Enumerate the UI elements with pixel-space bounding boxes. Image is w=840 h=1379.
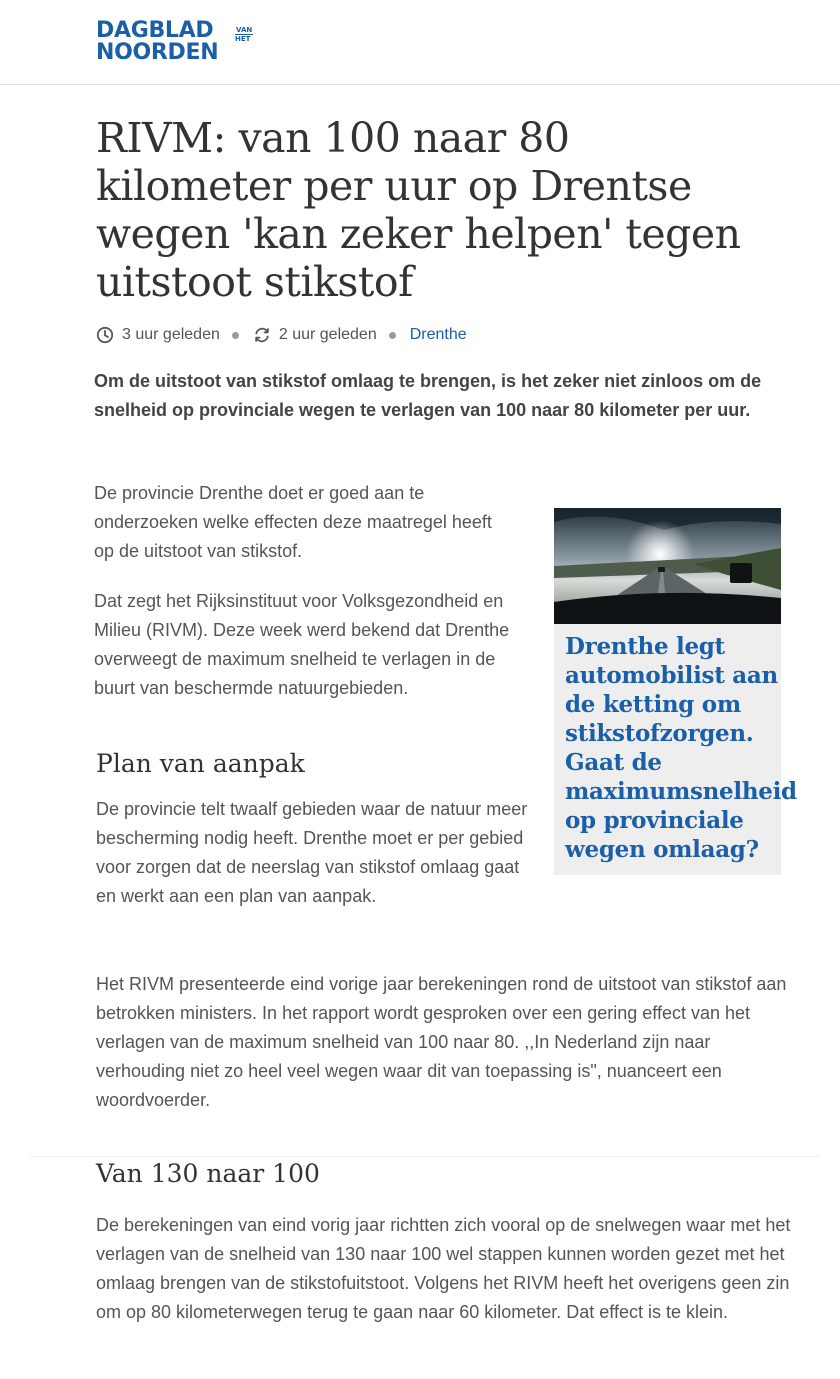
site-logo[interactable] xyxy=(96,20,266,66)
body-paragraph: De berekeningen van eind vorig jaar richtten zich vooral op de snelwegen waar met het verlagen van de snelheid van 130 naar 100 wel stappen kunnen worden gezet met het omlaag brengen van de stikstofuitstoot. Volgens het RIVM heeft het overigens geen zin om op 80 kilometerwegen terug te gaan naar 60 kilometer. Dat effect is te klein. xyxy=(96,1215,791,1322)
site-header xyxy=(0,0,840,85)
clock-icon xyxy=(96,326,114,344)
body-paragraph: Het RIVM presenteerde eind vorige jaar berekeningen rond de uitstoot van stikstof aan betrokken ministers. In het rapport wordt gesproken over een gering effect van het verlagen van de maximum snelheid van 100 naar 80. ,,In Nederland zijn naar verhouding niet zo heel veel wegen waar dit van toepassing is", nuanceert een woordvoerder. xyxy=(96,974,787,1110)
article-title: RIVM: van 100 naar 80 kilometer per uur op Drentse wegen 'kan zeker helpen' tegen uitstoot stikstof xyxy=(96,114,741,306)
body-paragraph: De provincie telt twaalf gebieden waar de natuur meer bescherming nodig heeft. Drenthe moet er per gebied voor zorgen dat de neerslag van stikstof omlaag gaat en werkt aan een plan van aanpak. xyxy=(96,799,528,906)
subheading: Plan van aanpak xyxy=(96,749,305,778)
logo-line-2: NOORDEN xyxy=(96,40,219,65)
related-article-image xyxy=(554,508,781,624)
refresh-icon xyxy=(253,326,271,344)
article-lead: Om de uitstoot van stikstof omlaag te brengen, is het zeker niet zinloos om de snelheid op provinciale wegen te verlagen van 100 naar 80 kilometer per uur. xyxy=(94,371,762,420)
related-article-card[interactable] xyxy=(554,508,797,875)
meta-separator xyxy=(232,332,239,339)
logo-line-1: DAGBLAD xyxy=(96,18,214,43)
published-time: 3 uur geleden xyxy=(122,326,220,343)
logo-small-bottom: HET xyxy=(235,35,251,43)
related-article-title: Drenthe legt automobilist aan de ketting om stikstofzorgen. Gaat de maximumsnelheid op provinciale wegen omlaag? xyxy=(565,633,797,863)
article-meta xyxy=(96,325,467,345)
body-paragraph: Dat zegt het Rijksinstituut voor Volksgezondheid en Milieu (RIVM). Deze week werd bekend dat Drenthe overweegt de maximum snelheid te verlagen in de buurt van beschermde natuurgebieden. xyxy=(94,591,510,698)
subheading: Van 130 naar 100 xyxy=(96,1159,320,1188)
region-link[interactable]: Drenthe xyxy=(409,326,467,343)
updated-time: 2 uur geleden xyxy=(278,326,377,343)
section-divider xyxy=(30,1156,820,1157)
meta-separator xyxy=(389,332,396,339)
logo-small-top: VAN xyxy=(236,26,253,34)
body-paragraph: De provincie Drenthe doet er goed aan te onderzoeken welke effecten deze maatregel heeft op de uitstoot van stikstof. xyxy=(94,483,492,561)
